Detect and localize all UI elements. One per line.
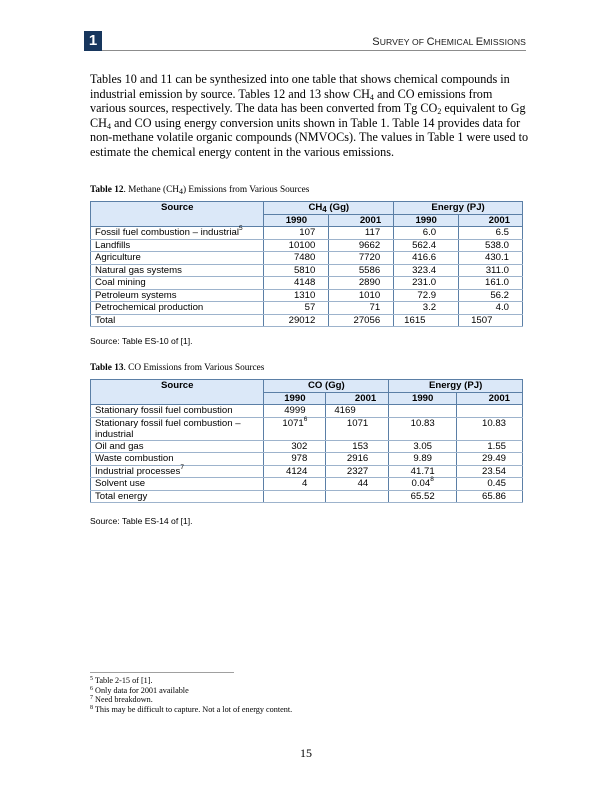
table-cell: 6.5 [459,227,523,240]
table-cell: 65.86 [457,490,523,503]
footnote-rule [90,672,234,673]
table-cell: Petroleum systems [91,289,264,302]
table-cell: 3.05 [389,440,457,453]
table-cell: Stationary fossil fuel combustion [91,405,264,418]
text-span: 4 [369,92,374,102]
table-cell: 323.4 [394,264,459,277]
col-header-year: 2001 [457,392,523,405]
text-span: ) Emissions from Various Sources [183,185,310,195]
table-cell: Oil and gas [91,440,264,453]
table-row [91,478,523,491]
table-cell [389,405,457,418]
table-cell: Natural gas systems [91,264,264,277]
table-cell: Fossil fuel combustion – industrial$^5$ [91,227,264,240]
table-cell: 4999 [264,405,326,418]
table-cell: 1010 [329,289,394,302]
table-cell: 3.2 [394,302,459,315]
table-cell: 117 [329,227,394,240]
col-header-year: 2001 [459,214,523,227]
col-header-source: Source [91,380,264,405]
table-cell: 430.1 [459,252,523,265]
table-row [91,264,523,277]
table-cell: 9.89 [389,453,457,466]
table-cell: 56.2 [459,289,523,302]
table-cell: 1615 [394,314,459,327]
table-cell: 562.4 [394,239,459,252]
table-cell: Agriculture [91,252,264,265]
text-span: . Methane (CH [123,185,180,195]
text-span: Table 13 [90,363,124,373]
footnote: $^6$ Only data for 2001 available [90,685,189,695]
table-cell: 0.45 [457,478,523,491]
table-row [91,252,523,265]
table-cell: 44 [326,478,389,491]
col-header-energy: Energy (PJ) [394,202,523,215]
table-row [91,417,523,440]
table-cell: 231.0 [394,277,459,290]
table-cell: 6.0 [394,227,459,240]
col-header-year: 2001 [329,214,394,227]
text-span: . CO Emissions from Various Sources [123,363,265,373]
table-cell [457,405,523,418]
table-cell: 0.04$^8$ [389,478,457,491]
table-cell [326,490,389,503]
table-row-total [91,490,523,503]
table-row-total [91,314,523,327]
table12-caption [90,185,309,195]
table-row [91,453,523,466]
text-span: and CO using energy conversion units shown in Table 1. Table 14 provides data for non-methane volatile organic compounds (NMVOCs). The values in Table 1 were used to estimate the chemical energy content in the various emissions. [90,115,529,159]
table-cell: 1507 [459,314,523,327]
text-span [91,380,523,393]
col-header-year: 2001 [326,392,389,405]
table-cell: 4 [264,478,326,491]
table-cell: 41.71 [389,465,457,478]
table-cell: 10.83 [457,417,523,440]
table-row [91,227,523,240]
table-cell: Industrial processes$^7$ [91,465,264,478]
table-cell: 161.0 [459,277,523,290]
table-cell: Coal mining [91,277,264,290]
page-number: 15 [300,746,312,760]
table-row [91,239,523,252]
text-span: Tables 10 and 11 can be synthesized into one table that shows chemical compounds in industrial emission by source. Tables 12 and 13 show CH [90,72,510,101]
table-cell: 4.0 [459,302,523,315]
footnote: $^7$ Need breakdown. [90,695,153,705]
col-header-co: CO (Gg) [264,380,389,393]
table-cell: 65.52 [389,490,457,503]
footnote-ref: 8 [430,476,434,484]
table-row [91,289,523,302]
table-cell: Solvent use [91,478,264,491]
table-cell: 9662 [329,239,394,252]
footnotes [90,676,292,714]
col-header-energy: Energy (PJ) [389,380,523,393]
table-cell: 5810 [264,264,329,277]
text-span: 4 [179,187,184,196]
table-row [91,440,523,453]
header-rule [102,50,526,51]
table-cell: 978 [264,453,326,466]
table-cell: 538.0 [459,239,523,252]
table-cell: 72.9 [394,289,459,302]
table-cell: 1071$^6$ [264,417,326,440]
table-cell: 153 [326,440,389,453]
table-cell [264,490,326,503]
table-cell: Total [91,314,264,327]
table-cell: Landfills [91,239,264,252]
col-header-year: 1990 [389,392,457,405]
table-cell: 2916 [326,453,389,466]
table-row [91,277,523,290]
body-paragraph [90,72,530,160]
table-cell: 311.0 [459,264,523,277]
text-span: equivalent to Gg CH [90,101,526,130]
table-cell: 29.49 [457,453,523,466]
col-header-year: 1990 [264,392,326,405]
footnote: $^8$ This may be difficult to capture. Not a lot of energy content. [90,704,293,714]
table-row [91,302,523,315]
table12-source-note: Source: Table ES-10 of [1]. [90,336,193,346]
table-cell: 57 [264,302,329,315]
text-span: and CO emissions from various sources, respectively. The data has been converted from Tg CO [90,86,493,116]
text-span: Table 12 [90,185,124,195]
col-header-year: 1990 [264,214,329,227]
table-cell: Total energy [91,490,264,503]
table-cell: 4148 [264,277,329,290]
table-cell: 2327 [326,465,389,478]
footnote-ref: 7 [180,463,184,471]
table12-methane-emissions [90,201,523,327]
table-cell: 1.55 [457,440,523,453]
table-cell: 1071 [326,417,389,440]
table-cell: Waste combustion [91,453,264,466]
table-cell: 2890 [329,277,394,290]
table13-source-note: Source: Table ES-14 of [1]. [90,516,193,526]
col-header-source: Source [91,202,264,227]
footnote: $^5$ Table 2-15 of [1]. [90,676,153,685]
table-cell: 10100 [264,239,329,252]
page-header [84,31,526,53]
table-row [91,465,523,478]
text-span [91,202,523,215]
table13-caption [90,363,264,373]
table-cell: 23.54 [457,465,523,478]
table-cell: Petrochemical production [91,302,264,315]
table-cell: 5586 [329,264,394,277]
table-cell: 4124 [264,465,326,478]
table-cell: Stationary fossil fuel combustion – industrial [91,417,264,440]
table-cell: 27056 [329,314,394,327]
table-cell: 10.83 [389,417,457,440]
table-cell: 1310 [264,289,329,302]
table-cell: 416.6 [394,252,459,265]
col-header-ch4: $CH_4$ (Gg) [264,202,394,215]
table-cell: 7480 [264,252,329,265]
table-cell: 71 [329,302,394,315]
table-cell: 302 [264,440,326,453]
table-cell: 7720 [329,252,394,265]
table13-co-emissions [90,379,523,503]
table-cell: 29012 [264,314,329,327]
text-span: 2 [437,107,442,117]
footnote-ref: 6 [303,415,308,423]
table-cell: 4169 [326,405,389,418]
chapter-number-badge: 1 [84,31,102,51]
text-span: 4 [106,121,111,131]
col-header-year: 1990 [394,214,459,227]
footnote-ref: 5 [238,225,243,233]
table-cell: 107 [264,227,329,240]
running-title: SURVEY OF CHEMICAL EMISSIONS [372,36,526,48]
